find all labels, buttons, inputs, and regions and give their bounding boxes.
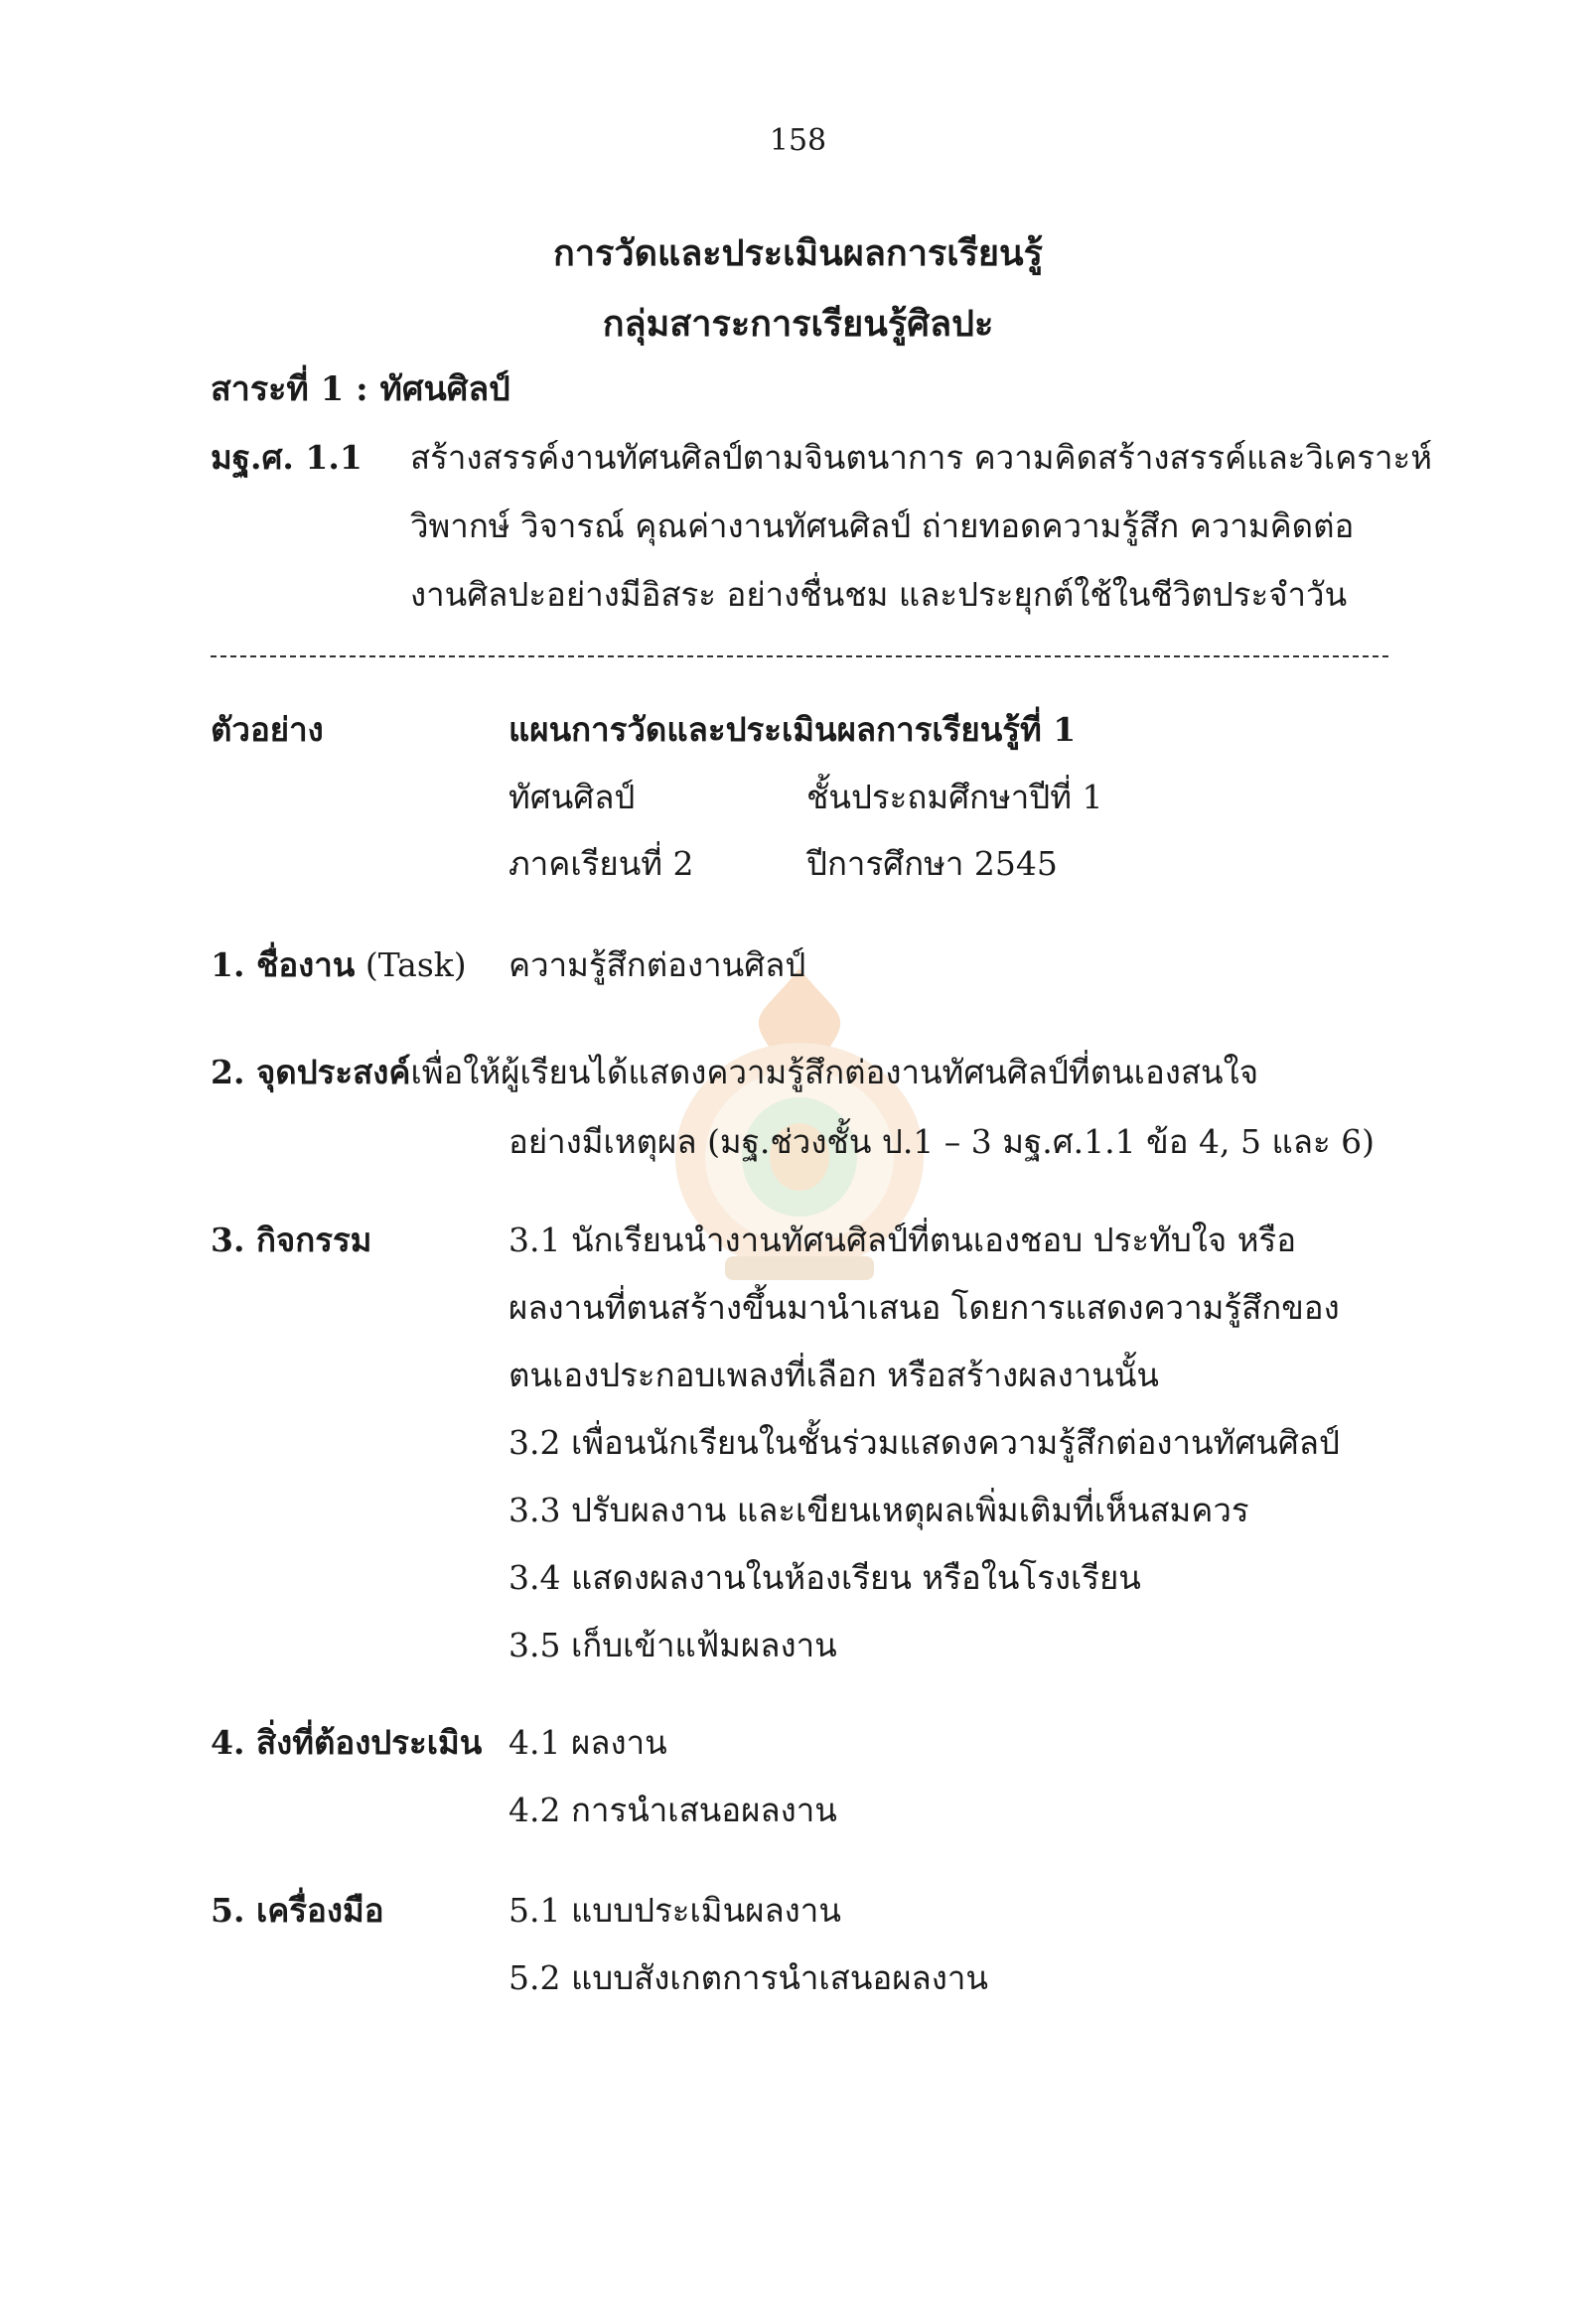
- task-label: 1. ชื่องาน: [211, 945, 356, 984]
- tool-line: 5.2 แบบสังเกตการนำเสนอผลงาน: [508, 1958, 988, 1997]
- activity-line: ตนเองประกอบเพลงที่เลือก หรือสร้างผลงานนั้น: [508, 1356, 1159, 1394]
- academic-year: ปีการศึกษา 2545: [806, 844, 1058, 883]
- objective-line: อย่างมีเหตุผล (มฐ.ช่วงชั้น ป.1 – 3 มฐ.ศ.1.1 ข้อ 4, 5 และ 6): [508, 1122, 1376, 1161]
- activity-line: 3.1 นักเรียนนำงานทัศนศิลป์ที่ตนเองชอบ ประทับใจ หรือ: [508, 1221, 1297, 1259]
- standard-line: สร้างสรรค์งานทัศนศิลป์ตามจินตนาการ ความคิดสร้างสรรค์และวิเคราะห์: [410, 438, 1433, 477]
- activity-line: 3.3 ปรับผลงาน และเขียนเหตุผลเพิ่มเติมที่เห็นสมควร: [508, 1491, 1249, 1529]
- standard-line: วิพากษ์ วิจารณ์ คุณค่างานทัศนศิลป์ ถ่ายทอดความรู้สึก ความคิดต่อ: [410, 506, 1355, 545]
- section-divider: [211, 655, 1388, 657]
- task-label-suffix: (Task): [355, 945, 467, 984]
- activity-line: 3.2 เพื่อนนักเรียนในชั้นร่วมแสดงความรู้สึกต่องานทัศนศิลป์: [508, 1423, 1340, 1462]
- standard-code: มฐ.ศ. 1.1: [211, 438, 363, 477]
- example-label: ตัวอย่าง: [211, 710, 324, 749]
- task-value: ความรู้สึกต่องานศิลป์: [508, 945, 806, 984]
- standard-line: งานศิลปะอย่างมีอิสระ อย่างชื่นชม และประยุกต์ใช้ในชีวิตประจำวัน: [410, 575, 1348, 614]
- document-subtitle: กลุ่มสาระการเรียนรู้ศิลปะ: [602, 303, 994, 345]
- page-number: 158: [769, 123, 827, 158]
- task-label-group: [211, 938, 467, 991]
- document-title: การวัดและประเมินผลการเรียนรู้: [553, 232, 1043, 274]
- tools-label: 5. เครื่องมือ: [211, 1891, 384, 1930]
- assessment-label: 4. สิ่งที่ต้องประเมิน: [211, 1723, 483, 1762]
- semester: ภาคเรียนที่ 2: [508, 844, 694, 883]
- activity-line: 3.5 เก็บเข้าแฟ้มผลงาน: [508, 1626, 837, 1664]
- objective-line: เพื่อให้ผู้เรียนได้แสดงความรู้สึกต่องานทัศนศิลป์ที่ตนเองสนใจ: [410, 1053, 1259, 1091]
- grade: ชั้นประถมศึกษาปีที่ 1: [806, 778, 1103, 816]
- activities-label: 3. กิจกรรม: [211, 1221, 372, 1259]
- activity-line: ผลงานที่ตนสร้างขึ้นมานำเสนอ โดยการแสดงความรู้สึกของ: [508, 1288, 1340, 1327]
- objective-label: 2. จุดประสงค์: [211, 1053, 411, 1091]
- subject: ทัศนศิลป์: [508, 778, 636, 816]
- assessment-line: 4.2 การนำเสนอผลงาน: [508, 1791, 837, 1829]
- tool-line: 5.1 แบบประเมินผลงาน: [508, 1891, 841, 1930]
- objective-row: [211, 1046, 1258, 1098]
- plan-title: แผนการวัดและประเมินผลการเรียนรู้ที่ 1: [508, 710, 1077, 749]
- strand-heading: สาระที่ 1 : ทัศนศิลป์: [211, 369, 510, 409]
- assessment-line: 4.1 ผลงาน: [508, 1723, 667, 1762]
- activity-line: 3.4 แสดงผลงานในห้องเรียน หรือในโรงเรียน: [508, 1558, 1141, 1597]
